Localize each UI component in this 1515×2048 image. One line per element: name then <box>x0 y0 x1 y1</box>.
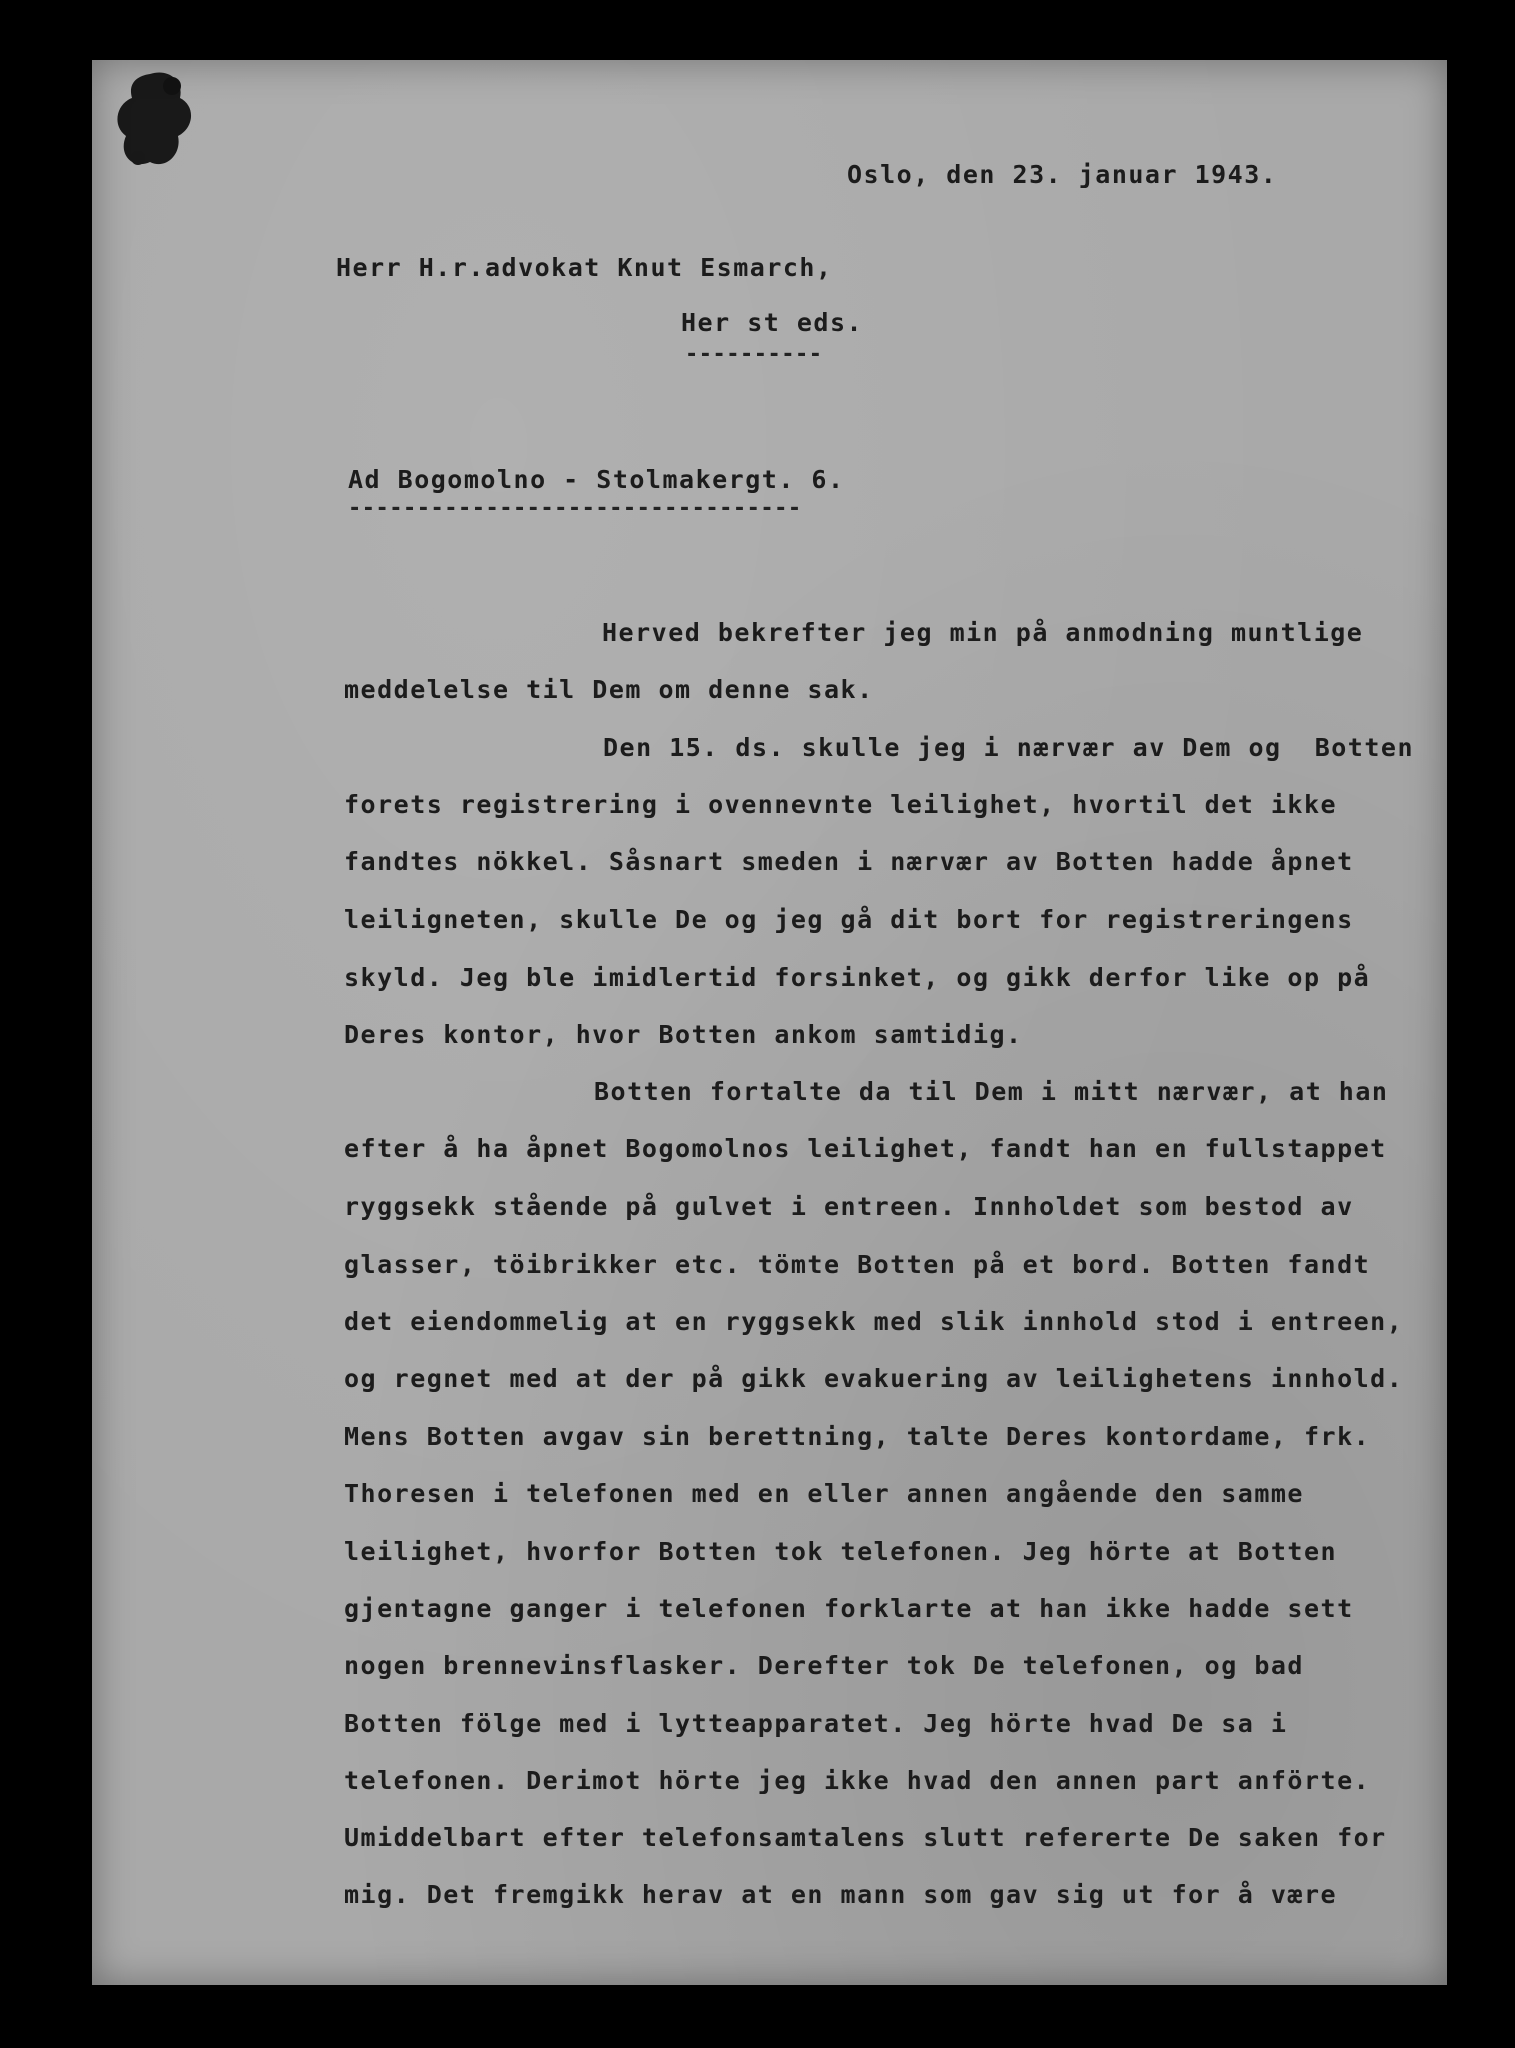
body-line: ryggsekk stående på gulvet i entreen. Innholdet som bestod av <box>344 1192 1354 1221</box>
body-line: glasser, töibrikker etc. tömte Botten på et bord. Botten fandt <box>344 1250 1371 1279</box>
recipient-name: Herr H.r.advokat Knut Esmarch, <box>336 253 833 282</box>
body-line: mig. Det fremgikk herav at en mann som gav sig ut for å være <box>344 1880 1338 1909</box>
body-line: Botten fortalte da til Dem i mitt nærvær, at han <box>594 1077 1389 1106</box>
subject-line: Ad Bogomolno - Stolmakergt. 6. <box>348 465 845 494</box>
recipient-place: Her st eds. <box>681 308 864 337</box>
body-line: gjentagne ganger i telefonen forklarte at han ikke hadde sett <box>344 1594 1354 1623</box>
body-line: Den 15. ds. skulle jeg i nærvær av Dem og Botten <box>603 733 1415 762</box>
body-line: Herved bekrefter jeg min på anmodning muntlige <box>602 618 1364 647</box>
body-line: nogen brennevinsflasker. Derefter tok De telefonen, og bad <box>344 1651 1304 1680</box>
ink-blot-icon <box>110 66 200 176</box>
body-line: meddelelse til Dem om denne sak. <box>344 675 874 704</box>
body-line: Botten fölge med i lytteapparatet. Jeg hörte hvad De sa i <box>344 1709 1288 1738</box>
body-line: efter å ha åpnet Bogomolnos leilighet, fandt han en fullstappet <box>344 1134 1387 1163</box>
body-line: Deres kontor, hvor Botten ankom samtidig. <box>344 1020 1023 1049</box>
body-line: det eiendommelig at en ryggsekk med slik innhold stod i entreen, <box>344 1307 1404 1336</box>
body-line: fandtes nökkel. Såsnart smeden i nærvær av Botten hadde åpnet <box>344 847 1354 876</box>
body-line: forets registrering i ovennevnte leilighet, hvortil det ikke <box>344 790 1338 819</box>
body-line: Mens Botten avgav sin berettning, talte Deres kontordame, frk. <box>344 1422 1371 1451</box>
body-line: og regnet med at der på gikk evakuering av leilighetens innhold. <box>344 1364 1404 1393</box>
body-line: leilighet, hvorfor Botten tok telefonen. Jeg hörte at Botten <box>344 1537 1338 1566</box>
date-line: Oslo, den 23. januar 1943. <box>847 160 1278 189</box>
recipient-underline: ---------- <box>685 342 823 367</box>
body-line: Umiddelbart efter telefonsamtalens slutt refererte De saken for <box>344 1823 1387 1852</box>
subject-underline: --------------------------------- <box>348 496 802 521</box>
body-line: Thoresen i telefonen med en eller annen angående den samme <box>344 1479 1304 1508</box>
body-line: telefonen. Derimot hörte jeg ikke hvad den annen part anförte. <box>344 1766 1371 1795</box>
body-line: leiligneten, skulle De og jeg gå dit bort for registreringens <box>344 905 1354 934</box>
body-line: skyld. Jeg ble imidlertid forsinket, og gikk derfor like op på <box>344 963 1371 992</box>
letter-page <box>92 60 1447 1985</box>
